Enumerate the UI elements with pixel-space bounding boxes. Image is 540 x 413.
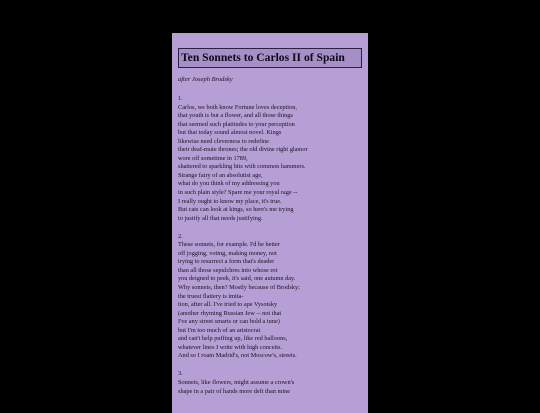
sonnet-1 [178, 95, 362, 223]
poem-line: shattered to sparkling bits with common hammers. [178, 163, 306, 171]
poem-line: But cats can look at kings, so here's me trying [178, 206, 294, 214]
poem-line: likewise need cleverness to redefine [178, 137, 269, 145]
poem-line: off jogging, voting, making money, not [178, 249, 277, 257]
poem-line: And so I roam Madrid's, not Moscow's, streets. [178, 352, 297, 360]
sonnet-number: 3. [178, 370, 183, 378]
poem-line: These sonnets, for example. I'd be better [178, 241, 280, 249]
sonnet-list [178, 95, 362, 396]
poem-line: tion, after all. I've tried to ape Vysotsky [178, 301, 278, 309]
poem-line: I really ought to know my place, it's true. [178, 197, 282, 205]
poem-line: but that today sound almost novel. Kings [178, 129, 282, 137]
sonnet-number: 2. [178, 232, 183, 240]
title-box [178, 48, 362, 68]
sonnet-number: 1. [178, 95, 183, 102]
poem-line: (another rhyming Russian Jew -- not that [178, 309, 282, 317]
sonnet-3 [178, 370, 362, 396]
poem-line: shape in a pair of hands more deft than mine [178, 387, 291, 395]
poem-line: you deigned to peek, it's said, one autumn day. [178, 275, 296, 283]
poem-line: what do you think of my addressing you [178, 180, 280, 188]
poem-line: that youth is but a flower, and all those things [178, 112, 293, 120]
poem-line: Strange fairy of an absolutist age, [178, 171, 263, 179]
poem-line: trying to resurrect a form that's deader [178, 258, 275, 266]
poem-line: in such plain style? Spare me your royal rage -- [178, 189, 298, 197]
poem-line: Sonnets, like flowers, might assume a crown's [178, 378, 295, 386]
poem-line: I've any street smarts or can hold a tune) [178, 318, 280, 326]
poem-line: but I'm too much of an aristocrat [178, 326, 261, 334]
poem-line: to justify all that needs justifying. [178, 214, 263, 222]
poem-line: Carlos, we both know Fortune loves deception, [178, 103, 297, 111]
page-title: Ten Sonnets to Carlos II of Spain [181, 51, 345, 64]
poem-page [172, 33, 368, 413]
poem-line: wore off sometime in 1789, [178, 154, 248, 162]
poem-line: and can't help puffing up, like red balloons, [178, 335, 288, 343]
sonnet-2 [178, 233, 362, 361]
attribution: after Joseph Brodsky [178, 76, 233, 83]
poem-line: Why sonnets, then? Mostly because of Brodsky; [178, 283, 300, 291]
poem-line: the truest flattery is imita- [178, 292, 244, 300]
poem-line: that seemed such platitudes to your perception [178, 120, 295, 128]
poem-line: whatever lines I write with high conceits. [178, 343, 283, 351]
poem-line: than all those sepulchres into whose rot [178, 266, 278, 274]
poem-line: their deaf-mute thrones; the old divine right glamor [178, 146, 308, 154]
